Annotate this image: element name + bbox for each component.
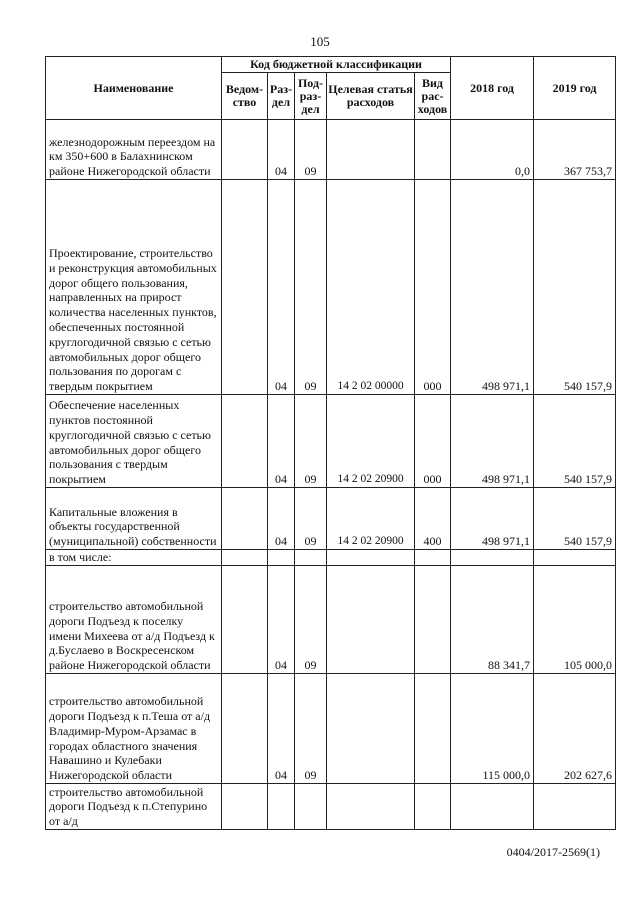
row-name: Капитальные вложения в объекты государственной (муниципальной) собственности <box>46 488 222 550</box>
row-expense-type <box>415 120 451 180</box>
row-section: 04 <box>268 566 295 674</box>
row-name: строительство автомобильной дороги Подъезд к п.Теша от а/д Владимир-Муром-Арзамас в городах областного значения Навашино и Кулебаки Нижегородской области <box>46 674 222 784</box>
row-target-article <box>327 784 415 830</box>
row-value-2019: 367 753,7 <box>534 120 616 180</box>
row-name: строительство автомобильной дороги Подъезд к п.Степурино от а/д <box>46 784 222 830</box>
table-row <box>46 488 616 550</box>
row-value-2018: 115 000,0 <box>451 674 534 784</box>
row-value-2018: 498 971,1 <box>451 395 534 488</box>
row-value-2018: 0,0 <box>451 120 534 180</box>
row-value-2018: 498 971,1 <box>451 180 534 395</box>
row-value-2019: 540 157,9 <box>534 488 616 550</box>
row-expense-type: 400 <box>415 488 451 550</box>
table-row <box>46 120 616 180</box>
row-section: 04 <box>268 488 295 550</box>
document-code: 0404/2017-2569(1) <box>506 845 600 859</box>
row-subsection: 09 <box>295 488 327 550</box>
row-expense-type: 000 <box>415 180 451 395</box>
header-2019: 2019 год <box>534 57 616 120</box>
row-value-2019: 105 000,0 <box>534 566 616 674</box>
header-budget-code: Код бюджетной классификации <box>222 57 451 73</box>
row-name: строительство автомобильной дороги Подъезд к поселку имени Михеева от а/д Подъезд к д.Буслаево в Воскресенском районе Нижегородской области <box>46 566 222 674</box>
row-section: 04 <box>268 674 295 784</box>
row-section <box>268 784 295 830</box>
table-row <box>46 566 616 674</box>
row-value-2019 <box>534 784 616 830</box>
row-name: Проектирование, строительство и реконструкция автомобильных дорог общего пользования, направленных на прирост количества населенных пунктов, обеспеченных постоянной круглогодичной связью с сетью автомобильных дорог общего пользования по дорогам с твердым покрытием <box>46 180 222 395</box>
row-expense-type <box>415 566 451 674</box>
row-value-2019 <box>534 550 616 566</box>
row-department <box>222 566 268 674</box>
row-target-article: 14 2 02 20900 <box>327 488 415 550</box>
table-row <box>46 550 616 566</box>
row-expense-type <box>415 784 451 830</box>
row-section: 04 <box>268 120 295 180</box>
header-name: Наименование <box>46 57 222 120</box>
table-row <box>46 180 616 395</box>
table-row <box>46 674 616 784</box>
row-value-2018 <box>451 550 534 566</box>
row-section: 04 <box>268 180 295 395</box>
row-department <box>222 395 268 488</box>
row-target-article: 14 2 02 20900 <box>327 395 415 488</box>
row-expense-type <box>415 550 451 566</box>
row-target-article <box>327 550 415 566</box>
row-target-article <box>327 120 415 180</box>
row-department <box>222 784 268 830</box>
header-2018: 2018 год <box>451 57 534 120</box>
row-value-2018 <box>451 784 534 830</box>
row-subsection <box>295 550 327 566</box>
header-department: Ведом-ство <box>222 73 268 120</box>
row-target-article <box>327 674 415 784</box>
row-expense-type: 000 <box>415 395 451 488</box>
budget-table <box>45 56 616 830</box>
header-target-article: Целевая статья расходов <box>327 73 415 120</box>
row-value-2018: 498 971,1 <box>451 488 534 550</box>
row-name: Обеспечение населенных пунктов постоянной круглогодичной связью с сетью автомобильных дорог общего пользования с твердым покрытием <box>46 395 222 488</box>
row-value-2018: 88 341,7 <box>451 566 534 674</box>
row-subsection: 09 <box>295 395 327 488</box>
header-subsection: Под-раз-дел <box>295 73 327 120</box>
header-section: Раз-дел <box>268 73 295 120</box>
row-value-2019: 202 627,6 <box>534 674 616 784</box>
row-department <box>222 550 268 566</box>
row-subsection: 09 <box>295 674 327 784</box>
row-department <box>222 180 268 395</box>
row-subsection <box>295 784 327 830</box>
table-row <box>46 395 616 488</box>
row-subsection: 09 <box>295 180 327 395</box>
row-name: в том числе: <box>46 550 222 566</box>
table-row <box>46 784 616 830</box>
row-target-article <box>327 566 415 674</box>
row-department <box>222 488 268 550</box>
row-subsection: 09 <box>295 120 327 180</box>
row-expense-type <box>415 674 451 784</box>
page-number: 105 <box>310 34 330 49</box>
row-target-article: 14 2 02 00000 <box>327 180 415 395</box>
row-department <box>222 674 268 784</box>
row-value-2019: 540 157,9 <box>534 180 616 395</box>
row-value-2019: 540 157,9 <box>534 395 616 488</box>
row-subsection: 09 <box>295 566 327 674</box>
row-section: 04 <box>268 395 295 488</box>
row-section <box>268 550 295 566</box>
row-name: железнодорожным переездом на км 350+600 в Балахнинском районе Нижегородской области <box>46 120 222 180</box>
header-expense-type: Вид рас-ходов <box>415 73 451 120</box>
row-department <box>222 120 268 180</box>
